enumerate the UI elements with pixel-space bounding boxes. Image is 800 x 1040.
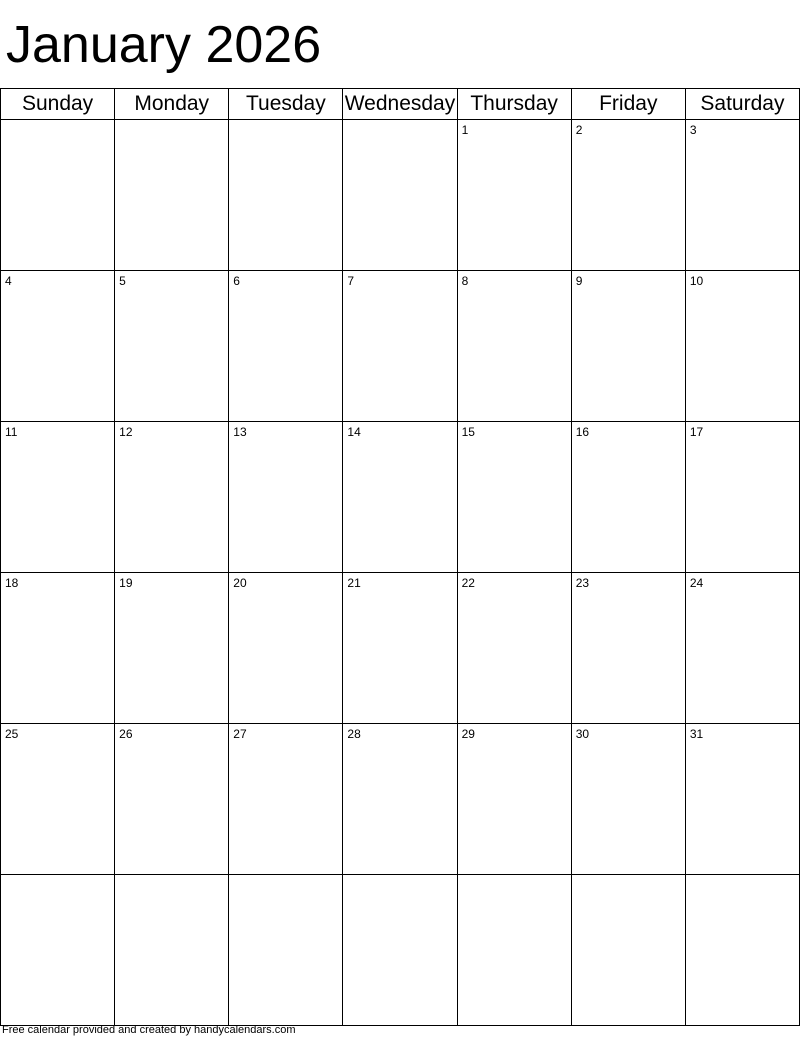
day-cell[interactable] — [343, 120, 457, 271]
day-cell[interactable] — [685, 120, 799, 271]
week-rows — [1, 120, 800, 1026]
day-cell[interactable] — [229, 724, 343, 875]
day-number: 29 — [461, 727, 475, 741]
week-row — [1, 875, 800, 1026]
weekday-header-saturday: Saturday — [685, 89, 799, 120]
day-number: 31 — [689, 727, 704, 741]
day-number: 19 — [119, 576, 133, 590]
weekday-header-tuesday: Tuesday — [229, 89, 343, 120]
day-number: 2 — [575, 123, 583, 137]
day-number: 4 — [5, 274, 12, 288]
day-number: 25 — [5, 727, 19, 741]
day-number: 18 — [5, 576, 19, 590]
day-number: 7 — [347, 274, 355, 288]
page-title: January 2026 — [6, 16, 322, 74]
weekday-header-thursday: Thursday — [457, 89, 571, 120]
day-cell[interactable] — [571, 271, 685, 422]
weekday-header-friday: Friday — [571, 89, 685, 120]
day-number: 30 — [575, 727, 590, 741]
week-row — [1, 120, 800, 271]
day-number: 6 — [233, 274, 240, 288]
day-cell[interactable] — [343, 724, 457, 875]
weekday-header-wednesday: Wednesday — [343, 89, 457, 120]
day-cell[interactable] — [571, 573, 685, 724]
day-number: 17 — [689, 425, 704, 439]
day-number: 21 — [347, 576, 361, 590]
day-cell[interactable] — [1, 120, 115, 271]
day-cell[interactable] — [1, 875, 115, 1026]
day-number: 23 — [575, 576, 590, 590]
month-grid — [0, 88, 800, 1026]
day-number: 26 — [119, 727, 133, 741]
day-number: 27 — [233, 727, 247, 741]
day-number: 16 — [575, 425, 590, 439]
day-cell[interactable] — [229, 120, 343, 271]
day-number: 12 — [119, 425, 133, 439]
week-row — [1, 271, 800, 422]
weekday-header-sunday: Sunday — [1, 89, 115, 120]
day-cell[interactable] — [571, 120, 685, 271]
day-cell[interactable] — [571, 875, 685, 1026]
day-number: 20 — [233, 576, 247, 590]
day-number: 11 — [5, 425, 18, 439]
day-cell[interactable] — [457, 120, 571, 271]
day-number: 14 — [347, 425, 361, 439]
weekday-header-row — [1, 89, 800, 120]
day-cell[interactable] — [571, 422, 685, 573]
day-cell[interactable] — [115, 573, 229, 724]
day-cell[interactable] — [685, 573, 799, 724]
day-cell[interactable] — [115, 120, 229, 271]
footer-credit: Free calendar provided and created by handycalendars.com — [2, 1024, 296, 1036]
day-number: 5 — [119, 274, 126, 288]
day-cell[interactable] — [685, 271, 799, 422]
day-cell[interactable] — [115, 422, 229, 573]
day-number: 10 — [689, 274, 704, 288]
day-cell[interactable] — [115, 875, 229, 1026]
day-number: 24 — [689, 576, 704, 590]
day-cell[interactable] — [229, 875, 343, 1026]
day-cell[interactable] — [457, 573, 571, 724]
day-cell[interactable] — [343, 573, 457, 724]
week-row — [1, 573, 800, 724]
day-number: 1 — [461, 123, 469, 137]
day-cell[interactable] — [343, 875, 457, 1026]
day-cell[interactable] — [229, 573, 343, 724]
day-cell[interactable] — [457, 422, 571, 573]
day-number: 22 — [461, 576, 475, 590]
week-row — [1, 422, 800, 573]
day-number: 13 — [233, 425, 247, 439]
day-cell[interactable] — [1, 271, 115, 422]
day-number: 28 — [347, 727, 361, 741]
day-cell[interactable] — [1, 422, 115, 573]
day-cell[interactable] — [685, 875, 799, 1026]
day-cell[interactable] — [457, 724, 571, 875]
day-cell[interactable] — [115, 724, 229, 875]
day-number: 9 — [575, 274, 583, 288]
day-cell[interactable] — [115, 271, 229, 422]
day-cell[interactable] — [1, 724, 115, 875]
day-number: 3 — [689, 123, 697, 137]
day-cell[interactable] — [343, 271, 457, 422]
day-number: 8 — [461, 274, 469, 288]
day-cell[interactable] — [457, 271, 571, 422]
day-cell[interactable] — [685, 422, 799, 573]
day-cell[interactable] — [571, 724, 685, 875]
weekday-header-monday: Monday — [115, 89, 229, 120]
day-cell[interactable] — [229, 271, 343, 422]
day-cell[interactable] — [685, 724, 799, 875]
day-cell[interactable] — [457, 875, 571, 1026]
day-cell[interactable] — [343, 422, 457, 573]
week-row — [1, 724, 800, 875]
day-cell[interactable] — [1, 573, 115, 724]
day-cell[interactable] — [229, 422, 343, 573]
day-number: 15 — [461, 425, 475, 439]
